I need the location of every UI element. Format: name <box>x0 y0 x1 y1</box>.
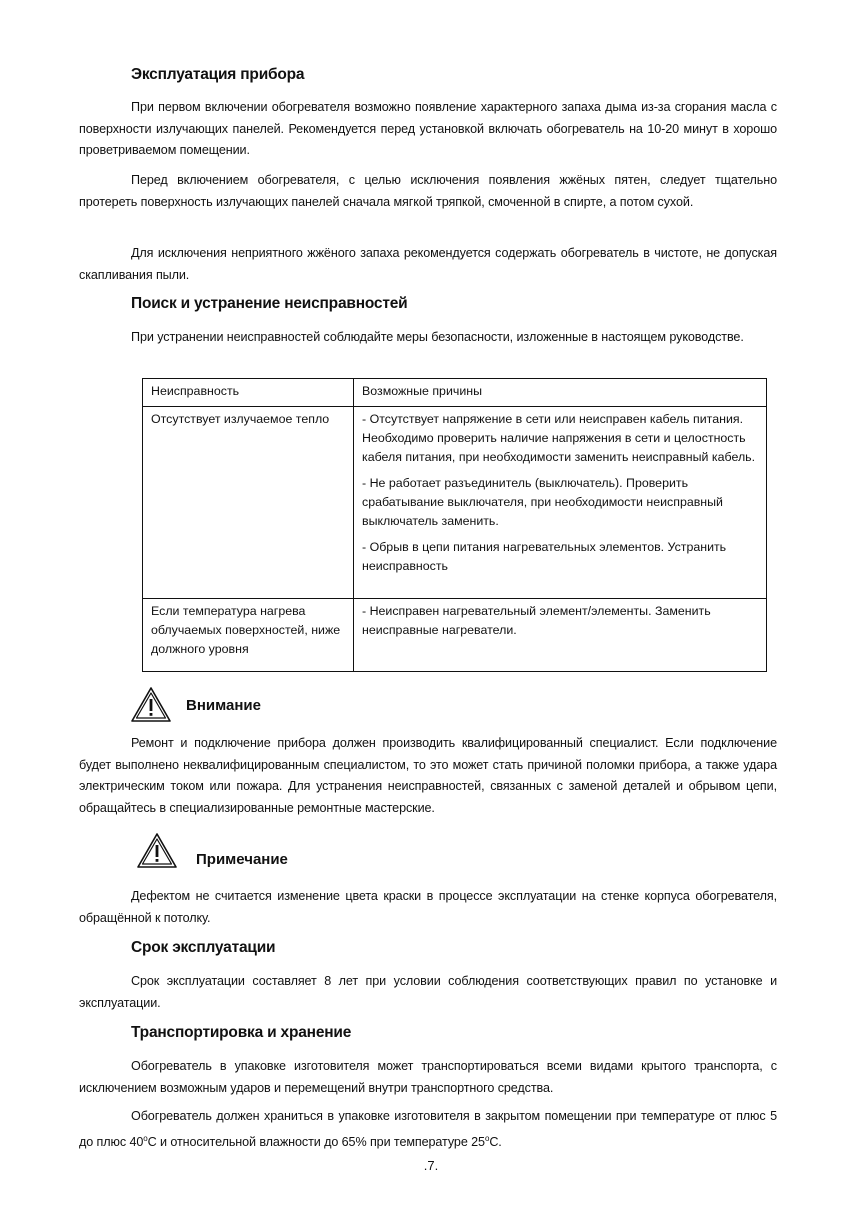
heading-service-life: Срок эксплуатации <box>131 939 276 956</box>
heading-troubleshooting: Поиск и устранение неисправностей <box>131 295 408 312</box>
heading-transport: Транспортировка и хранение <box>131 1024 352 1041</box>
causes-cell <box>354 407 767 599</box>
warning-triangle-icon <box>136 832 178 870</box>
note-title: Примечание <box>196 850 288 868</box>
header-causes: Возможные причины <box>354 379 767 407</box>
faults-table <box>142 378 767 672</box>
table-row <box>143 407 767 599</box>
table-header-row <box>143 379 767 407</box>
header-fault: Неисправность <box>143 379 354 407</box>
paragraph-transport: Обогреватель в упаковке изготовителя может транспортироваться всеми видами крытого транспорта, с исключением возможным ударов и перемещений внутри транспортного средства. <box>79 1059 777 1095</box>
causes-cell <box>354 599 767 672</box>
attention-title: Внимание <box>186 696 261 714</box>
storage-text: Обогреватель должен храниться в упаковке изготовителя в закрытом помещении при температуре от плюс 5 до плюс 40 <box>79 1109 777 1149</box>
paragraph-first-start: При первом включении обогревателя возможно появление характерного запаха дыма из-за сгорания масла с поверхности излучающих панелей. Рекомендуется перед установкой включать обогреватель на 10-20 минут в хорошо проветриваемом помещении. <box>79 100 777 157</box>
note-block <box>136 832 288 870</box>
cause-item: - Неисправен нагревательный элемент/элементы. Заменить неисправные нагреватели. <box>362 604 711 637</box>
cause-item: - Не работает разъединитель (выключатель). Проверить срабатывание выключателя, при необходимости неисправный выключатель заменить. <box>362 476 723 528</box>
page-number: .7. <box>423 1158 439 1173</box>
cause-item: - Отсутствует напряжение в сети или неисправен кабель питания. Необходимо проверить наличие напряжения в сети и целостность кабеля питания, при необходимости заменить неисправный кабель. <box>362 412 756 464</box>
paragraph-storage <box>79 1106 777 1153</box>
warning-triangle-icon <box>130 686 172 724</box>
paragraph-attention: Ремонт и подключение прибора должен производить квалифицированный специалист. Если подключение будет выполнено неквалифицированным специалистом, то это может стать причиной поломки прибора, а также удара электрическим током или пожара. Для устранения неисправностей, связанных с заменой деталей и обрывом цепи, обращайтесь в специализированные ремонтные мастерские. <box>79 736 777 815</box>
storage-text: С и относительной влажности до 65% при температуре 25 <box>147 1134 485 1149</box>
attention-block <box>130 686 261 724</box>
cause-item: - Обрыв в цепи питания нагревательных элементов. Устранить неисправность <box>362 540 727 573</box>
paragraph-note: Дефектом не считается изменение цвета краски в процессе эксплуатации на стенке корпуса обогревателя, обращённой к потолку. <box>79 889 777 925</box>
degree-sign: o <box>484 1133 490 1143</box>
fault-cell: Если температура нагрева облучаемых поверхностей, ниже должного уровня <box>143 599 354 672</box>
paragraph-troubleshooting-intro: При устранении неисправностей соблюдайте меры безопасности, изложенные в настоящем руководстве. <box>131 330 744 344</box>
degree-sign: o <box>143 1133 148 1143</box>
fault-cell: Отсутствует излучаемое тепло <box>143 407 354 599</box>
paragraph-service-life: Срок эксплуатации составляет 8 лет при условии соблюдения соответствующих правил по установке и эксплуатации. <box>79 974 777 1010</box>
table-row <box>143 599 767 672</box>
paragraph-cleaning: Перед включением обогревателя, с целью исключения появления жжёных пятен, следует тщательно протереть поверхность излучающих панелей сначала мягкой тряпкой, смоченной в спирте, а потом сухой. <box>79 173 777 209</box>
paragraph-dust: Для исключения неприятного жжёного запаха рекомендуется содержать обогреватель в чистоте, не допуская скапливания пыли. <box>79 246 777 282</box>
heading-operation: Эксплуатация прибора <box>131 66 305 83</box>
storage-text: С. <box>489 1134 502 1149</box>
